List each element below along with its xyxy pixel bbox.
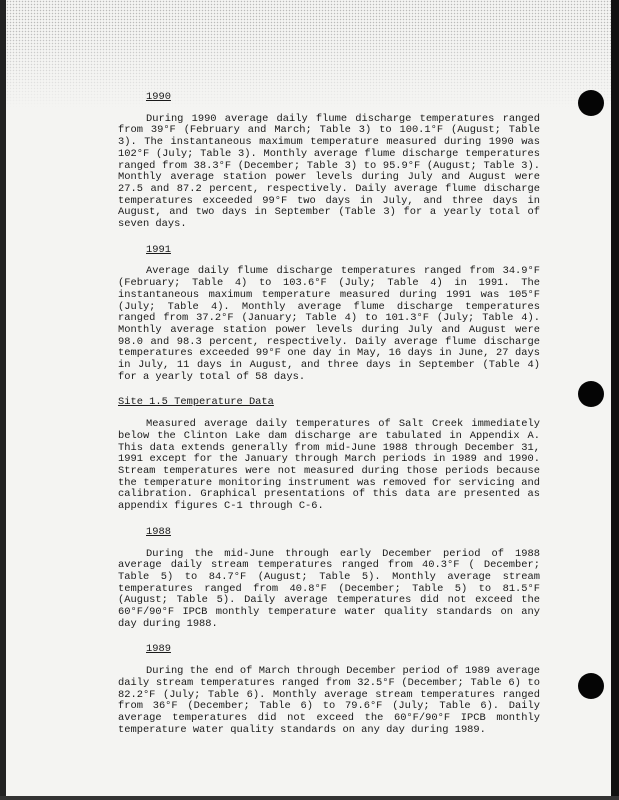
scan-left-border	[0, 0, 6, 800]
section-paragraph-1988: During the mid-June through early December period of 1988 average daily stream temperatures ranged from 40.3°F ( December; Table 5) to 84.7°F (August; Table 5). Monthly average stream temperatures ranged from 40.8°F (December; Table 5) to 81.5°F (August; Table 5). Daily average temperatures did not exceed the 60°F/90°F IPCB monthly temperature water quality standards on any day during 1988.	[118, 547, 540, 630]
section-paragraph-site-1-5: Measured average daily temperatures of Salt Creek immediately below the Clinton Lake dam discharge are tabulated in Appendix A. This data extends generally from mid-June 1988 through December 31, 1991 except for the January through March periods in 1989 and 1990. Stream temperatures were not measured during those periods because the temperature monitoring instrument was removed for servicing and calibration. Graphical presentations of this data are presented as appendix figures C-1 through C-6.	[118, 418, 540, 513]
section-heading-1988: 1988	[146, 525, 171, 538]
punch-hole-middle	[578, 381, 604, 407]
scan-right-border	[611, 0, 619, 800]
section-heading-1991: 1991	[146, 243, 171, 256]
document-body	[118, 92, 540, 736]
section-heading-site-1-5: Site 1.5 Temperature Data	[118, 396, 274, 409]
section-paragraph-1991: Average daily flume discharge temperatures ranged from 34.9°F (February; Table 4) to 103.6°F (July; Table 4) in 1991. The instantaneous maximum temperature measured during 1991 was 105°F (July; Table 4). Monthly average flume discharge temperatures ranged from 37.2°F (January; Table 4) to 101.3°F (July; Table 4). Monthly average station power levels during July and August were 98.0 and 98.3 percent, respectively. Daily average flume discharge temperatures exceeded 99°F one day in May, 16 days in June, 27 days in July, 11 days in August, and three days in September (Table 4) for a yearly total of 58 days.	[118, 265, 540, 383]
section-paragraph-1990: During 1990 average daily flume discharge temperatures ranged from 39°F (February and March; Table 3) to 100.1°F (August; Table 3). The instantaneous maximum temperature measured during 1990 was 102°F (July; Table 3). Monthly average flume discharge temperatures ranged from 38.3°F (December; Table 3) to 95.9°F (August; Table 3). Monthly average station power levels during July and August were 27.5 and 87.2 percent, respectively. Daily average flume discharge temperatures exceeded 99°F two days in July, and three days in August, and two days in September (Table 3) for a yearly total of seven days.	[118, 112, 540, 231]
section-heading-1990: 1990	[146, 91, 171, 103]
scan-bottom-border	[0, 796, 619, 800]
section-paragraph-1989: During the end of March through December period of 1989 average daily stream temperatures ranged from 32.5°F (December; Table 6) to 82.2°F (July; Table 6). Monthly average stream temperatures ranged from 36°F (December; Table 6) to 79.6°F (July; Table 6). Daily average temperatures did not exceed the 60°F/90°F IPCB monthly temperature water quality standards on any day during 1989.	[118, 665, 540, 736]
punch-hole-bottom	[578, 673, 604, 699]
punch-hole-top	[578, 90, 604, 116]
section-heading-1989: 1989	[146, 643, 171, 656]
